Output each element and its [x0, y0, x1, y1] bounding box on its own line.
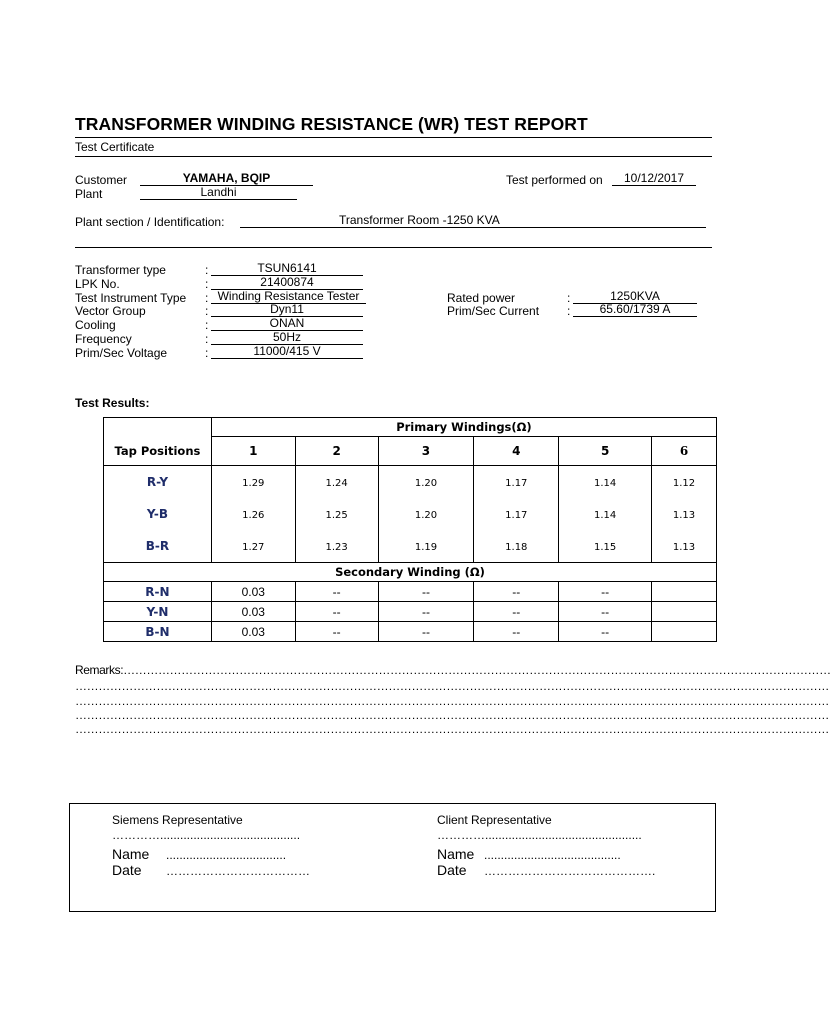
- spec-colon: :: [205, 277, 209, 291]
- siemens-sign-line: …………..........................................: [112, 828, 301, 842]
- primary-windings-title: Primary Windings(Ω): [211, 418, 716, 437]
- resistance-value: 1.26: [211, 498, 295, 530]
- table-row: [104, 602, 717, 622]
- winding-label: B-R: [104, 530, 212, 563]
- subtitle-divider: [75, 156, 712, 157]
- client-date-line: …………………………………….: [484, 864, 656, 878]
- resistance-value: 0.03: [211, 582, 295, 602]
- spec-value: ONAN: [211, 317, 363, 331]
- resistance-value: 1.29: [211, 466, 295, 499]
- client-name-label: Name: [437, 846, 475, 862]
- results-table: [103, 417, 717, 642]
- remarks-label: Remarks:: [75, 663, 124, 677]
- spec-value: 65.60/1739 A: [573, 303, 697, 317]
- tap-number: 3: [378, 437, 474, 466]
- resistance-value: --: [559, 622, 652, 642]
- resistance-value: 1.20: [378, 498, 474, 530]
- winding-label: B-N: [104, 622, 212, 642]
- spec-label: Prim/Sec Current: [447, 304, 540, 318]
- resistance-value: [652, 582, 717, 602]
- test-certificate-label: Test Certificate: [75, 140, 155, 154]
- spec-label: Transformer type: [75, 263, 166, 277]
- remarks-line: ……………………………………………………………………………………………………………………………………………………………………………: [75, 708, 830, 722]
- spec-value: Winding Resistance Tester: [211, 290, 366, 304]
- winding-label: Y-N: [104, 602, 212, 622]
- winding-label: R-N: [104, 582, 212, 602]
- spec-label: LPK No.: [75, 277, 120, 291]
- spec-colon: :: [205, 291, 209, 305]
- spec-colon: :: [205, 263, 209, 277]
- resistance-value: 1.14: [559, 466, 652, 499]
- spec-value: 21400874: [211, 276, 363, 290]
- spec-label: Rated power: [447, 291, 516, 305]
- plant-label: Plant: [75, 187, 103, 201]
- resistance-value: 1.14: [559, 498, 652, 530]
- plant-section-field: [240, 214, 706, 228]
- resistance-value: 1.24: [295, 466, 378, 499]
- spec-value: TSUN6141: [211, 262, 363, 276]
- siemens-rep-title: Siemens Representative: [112, 813, 243, 827]
- siemens-name-label: Name: [112, 846, 150, 862]
- spec-label: Prim/Sec Voltage: [75, 346, 168, 360]
- test-results-heading: Test Results:: [75, 396, 150, 410]
- table-row: [104, 498, 717, 530]
- spec-value: Dyn11: [211, 303, 363, 317]
- spec-colon: :: [205, 318, 209, 332]
- tap-number: 2: [295, 437, 378, 466]
- resistance-value: 1.20: [378, 466, 474, 499]
- tap-number: 1: [211, 437, 295, 466]
- table-row: [104, 582, 717, 602]
- spec-label: Frequency: [75, 332, 132, 346]
- spec-colon: :: [205, 346, 209, 360]
- spec-colon: :: [567, 304, 571, 318]
- remarks-line: ……………………………………………………………………………………………………………………………………………………………………………: [75, 722, 830, 736]
- resistance-value: --: [474, 602, 559, 622]
- resistance-value: --: [295, 582, 378, 602]
- tap-number: 5: [559, 437, 652, 466]
- winding-label: Y-B: [104, 498, 212, 530]
- section-divider: [75, 247, 712, 248]
- resistance-value: 1.18: [474, 530, 559, 563]
- plant-section-value: Transformer Room -1250 KVA: [339, 213, 500, 227]
- client-sign-line: …………...............................................: [437, 828, 642, 842]
- resistance-value: 0.03: [211, 622, 295, 642]
- tap-number: 6: [652, 437, 717, 466]
- table-row: [104, 530, 717, 563]
- spec-value: 50Hz: [211, 331, 363, 345]
- customer-label: Customer: [75, 173, 128, 187]
- resistance-value: 0.03: [211, 602, 295, 622]
- report-title: TRANSFORMER WINDING RESISTANCE (WR) TEST REPORT: [75, 114, 588, 134]
- resistance-value: --: [559, 582, 652, 602]
- spec-label: Vector Group: [75, 304, 146, 318]
- spec-label: Cooling: [75, 318, 116, 332]
- spec-label: Test Instrument Type: [75, 291, 187, 305]
- client-rep-title: Client Representative: [437, 813, 552, 827]
- secondary-header-row: [104, 563, 717, 582]
- tap-number: 4: [474, 437, 559, 466]
- resistance-value: 1.13: [652, 530, 717, 563]
- resistance-value: --: [295, 622, 378, 642]
- spec-value: 11000/415 V: [211, 345, 363, 359]
- siemens-date-label: Date: [112, 862, 142, 878]
- remarks-line: ……………………………………………………………………………………………………………………………………………………………………………: [75, 679, 830, 693]
- tap-positions-label: Tap Positions: [104, 437, 212, 466]
- resistance-value: --: [378, 622, 474, 642]
- resistance-value: --: [295, 602, 378, 622]
- resistance-value: 1.17: [474, 466, 559, 499]
- signature-box: [69, 803, 716, 912]
- remarks-dots: …………………………………………………………………………………………………………………………………………………………………: [123, 663, 831, 677]
- spec-value: 1250KVA: [573, 290, 697, 304]
- table-row: [104, 622, 717, 642]
- spec-colon: :: [205, 304, 209, 318]
- resistance-value: --: [378, 602, 474, 622]
- spec-colon: :: [205, 332, 209, 346]
- test-date-label: Test performed on: [506, 173, 603, 187]
- client-name-line: .........................................: [484, 848, 621, 862]
- tap-positions-row: [104, 437, 717, 466]
- title-underline: [75, 137, 712, 138]
- resistance-value: --: [474, 582, 559, 602]
- table-row: [104, 466, 717, 499]
- plant-value: Landhi: [140, 186, 297, 200]
- spec-colon: :: [567, 291, 571, 305]
- siemens-name-line: ....................................: [166, 848, 287, 862]
- resistance-value: 1.17: [474, 498, 559, 530]
- resistance-value: --: [474, 622, 559, 642]
- resistance-value: 1.27: [211, 530, 295, 563]
- resistance-value: 1.23: [295, 530, 378, 563]
- secondary-winding-title: Secondary Winding (Ω): [104, 563, 717, 582]
- primary-header-row: [104, 418, 717, 437]
- customer-value: YAMAHA, BQIP: [140, 172, 313, 186]
- resistance-value: --: [559, 602, 652, 622]
- siemens-date-line: ………………………………: [166, 864, 310, 878]
- resistance-value: --: [378, 582, 474, 602]
- resistance-value: 1.13: [652, 498, 717, 530]
- resistance-value: 1.25: [295, 498, 378, 530]
- resistance-value: 1.12: [652, 466, 717, 499]
- resistance-value: [652, 622, 717, 642]
- resistance-value: [652, 602, 717, 622]
- remarks-line: [75, 663, 831, 677]
- plant-section-label: Plant section / Identification:: [75, 215, 225, 229]
- resistance-value: 1.15: [559, 530, 652, 563]
- winding-label: R-Y: [104, 466, 212, 499]
- resistance-value: 1.19: [378, 530, 474, 563]
- test-date-value: 10/12/2017: [612, 172, 696, 186]
- client-date-label: Date: [437, 862, 467, 878]
- remarks-line: ……………………………………………………………………………………………………………………………………………………………………………: [75, 694, 830, 708]
